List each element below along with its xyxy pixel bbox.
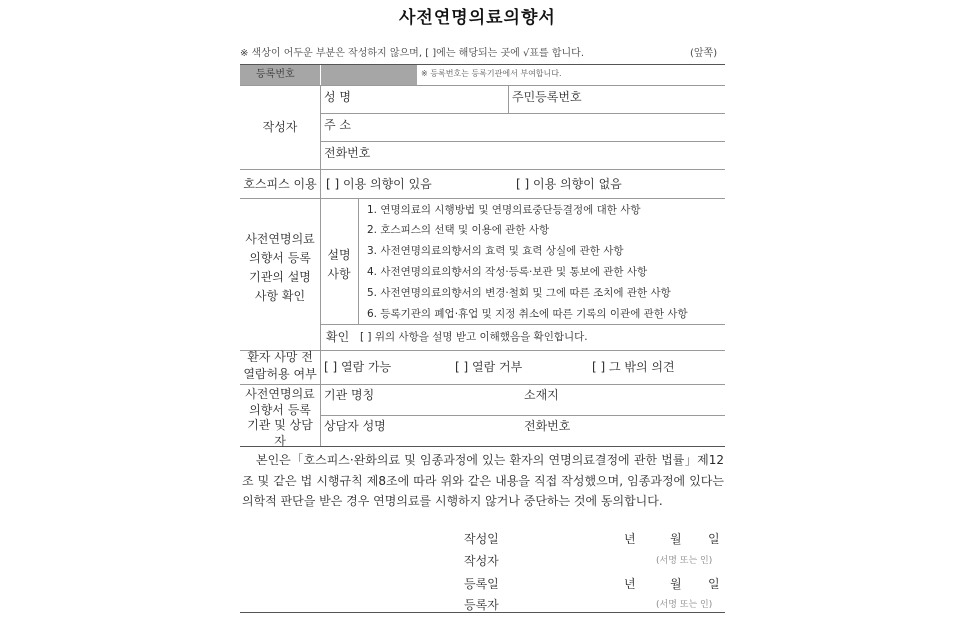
registrar-sign-note: (서명 또는 인) xyxy=(656,600,713,610)
author-address-label: 주 소 xyxy=(324,118,351,132)
explanation-item: 2. 호스피스의 선택 및 이용에 관한 사항 xyxy=(367,224,550,236)
confirm-checkbox[interactable]: [ ] 위의 사항을 설명 받고 이해했음을 확인합니다. xyxy=(360,331,588,343)
explanation-item: 6. 등록기관의 폐업·휴업 및 지정 취소에 따른 기록의 이관에 관한 사항 xyxy=(367,308,688,320)
written-date-label: 작성일 xyxy=(464,532,499,546)
hospice-no-option[interactable]: [ ] 이용 의향이 없음 xyxy=(516,177,622,191)
author-sign-label: 작성자 xyxy=(464,554,499,568)
institution-location-label: 소재지 xyxy=(524,388,559,402)
registered-date-label: 등록일 xyxy=(464,577,499,591)
registration-label: 등록번호 xyxy=(256,69,295,80)
page-side: (앞쪽) xyxy=(690,48,718,59)
confirm-label: 확인 xyxy=(326,330,350,344)
institution-name-label: 기관 명칭 xyxy=(324,388,375,402)
author-rrn-label: 주민등록번호 xyxy=(512,90,582,104)
written-day-label: 일 xyxy=(708,532,720,546)
written-year-label: 년 xyxy=(624,532,636,546)
explanation-sublabel: 설명사항 xyxy=(327,248,351,281)
written-month-label: 월 xyxy=(670,532,682,546)
viewing-allow-option[interactable]: [ ] 열람 가능 xyxy=(324,360,392,374)
explanation-item: 1. 연명의료의 시행방법 및 연명의료중단등결정에 대한 사항 xyxy=(367,204,641,216)
viewing-label: 환자 사망 전 열람허용 여부 xyxy=(243,350,317,381)
author-phone-label: 전화번호 xyxy=(324,146,371,160)
hospice-label: 호스피스 이용 xyxy=(243,177,317,191)
viewing-other-option[interactable]: [ ] 그 밖의 의견 xyxy=(592,360,675,374)
form-notice: ※ 색상이 어두운 부분은 작성하지 않으며, [ ]에는 해당되는 곳에 √표를 합니다. xyxy=(240,48,585,59)
registered-month-label: 월 xyxy=(670,577,682,591)
registration-number-field xyxy=(321,65,417,85)
counselor-phone-label: 전화번호 xyxy=(524,419,571,433)
explanation-item: 3. 사전연명의료의향서의 효력 및 효력 상실에 관한 사항 xyxy=(367,245,624,257)
counselor-name-label: 상담자 성명 xyxy=(324,419,386,433)
explanation-label: 사전연명의료의향서 등록기관의 설명사항 확인 xyxy=(245,232,315,303)
registered-year-label: 년 xyxy=(624,577,636,591)
explanation-item: 4. 사전연명의료의향서의 작성·등록·보관 및 통보에 관한 사항 xyxy=(367,266,648,278)
author-label: 작성자 xyxy=(262,120,298,134)
explanation-item: 5. 사전연명의료의향서의 변경·철회 및 그에 따른 조치에 관한 사항 xyxy=(367,287,671,299)
registration-note: ※ 등록번호는 등록기관에서 부여합니다. xyxy=(421,69,562,78)
viewing-deny-option[interactable]: [ ] 열람 거부 xyxy=(455,360,523,374)
author-name-label: 성 명 xyxy=(324,90,351,104)
registered-day-label: 일 xyxy=(708,577,720,591)
declaration-text: 본인은「호스피스·완화의료 및 임종과정에 있는 환자의 연명의료결정에 관한 법률」제12조 및 같은 법 시행규칙 제8조에 따라 위와 같은 내용을 직접 작성했으며, 임종과정에 있다는 의학적 판단을 받은 경우 연명의료를 시행하지 않거나 중단하는 것에 동의합니다. xyxy=(242,453,724,508)
hospice-yes-option[interactable]: [ ] 이용 의향이 있음 xyxy=(326,177,432,191)
form-title: 사전연명의료의향서 xyxy=(399,8,556,28)
registrar-sign-label: 등록자 xyxy=(464,598,499,612)
institution-label: 사전연명의료의향서 등록기관 및 상담자 xyxy=(245,387,315,448)
author-sign-note: (서명 또는 인) xyxy=(656,556,713,566)
